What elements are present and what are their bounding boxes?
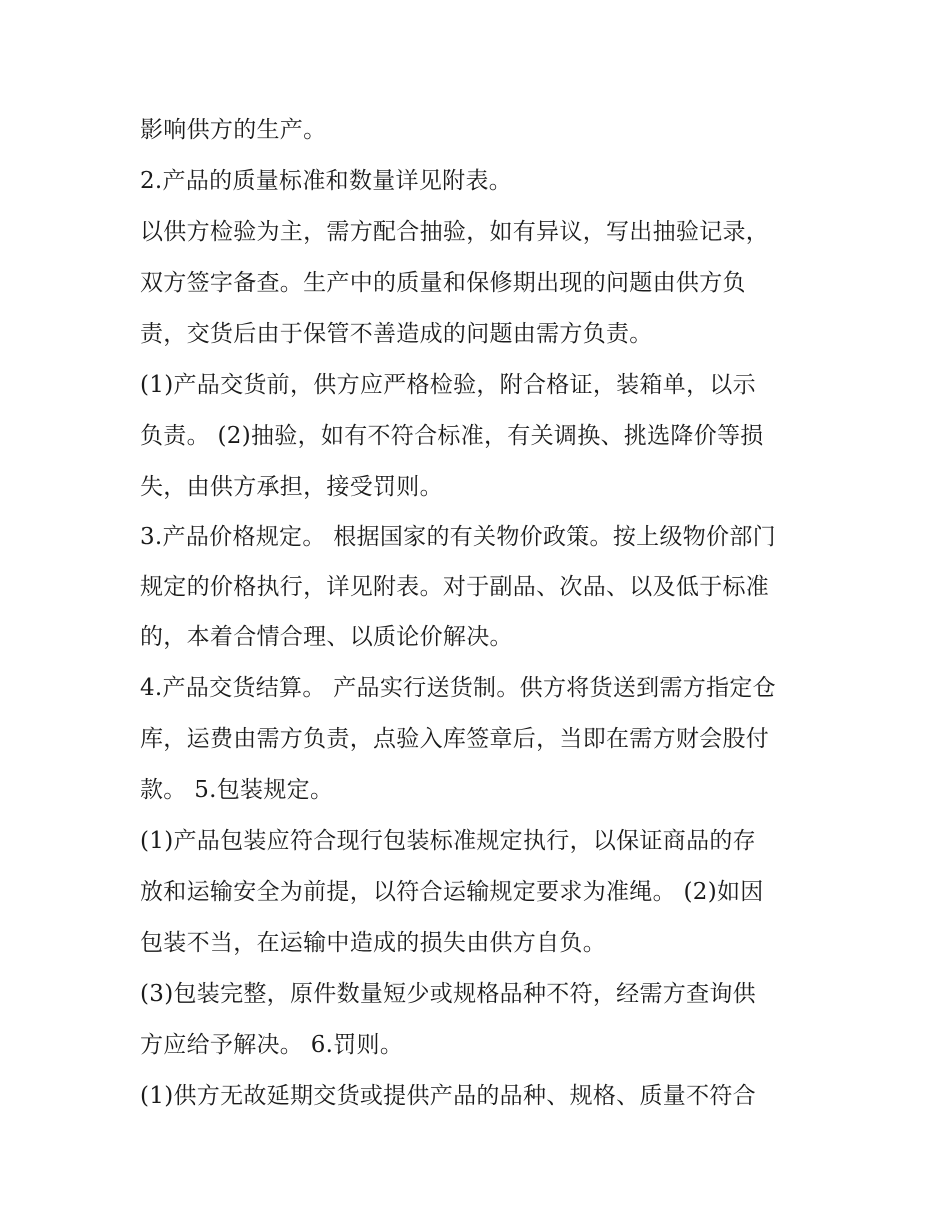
text-line: 负责。 (2)抽验，如有不符合标准，有关调换、挑选降价等损 bbox=[140, 423, 764, 449]
text-line: 包装不当，在运输中造成的损失由供方自负。 bbox=[140, 930, 606, 956]
text-line: 4.产品交货结算。 产品实行送货制。供方将货送到需方指定仓 bbox=[140, 675, 776, 701]
text-line: (1)产品交货前，供方应严格检验，附合格证，装箱单，以示 bbox=[140, 372, 756, 398]
text-line: 放和运输安全为前提，以符合运输规定要求为准绳。 (2)如因 bbox=[140, 879, 764, 905]
text-line: (1)产品包装应符合现行包装标准规定执行，以保证商品的存 bbox=[140, 828, 756, 854]
text-line: 以供方检验为主，需方配合抽验，如有异议，写出抽验记录， bbox=[140, 219, 770, 245]
text-line: 方应给予解决。 6.罚则。 bbox=[140, 1032, 404, 1058]
text-line: 库，运费由需方负责，点验入库签章后，当即在需方财会股付 bbox=[140, 726, 770, 752]
text-line: 影响供方的生产。 bbox=[140, 117, 327, 143]
text-line: 责，交货后由于保管不善造成的问题由需方负责。 bbox=[140, 321, 653, 347]
text-line: 的，本着合情合理、以质论价解决。 bbox=[140, 624, 513, 650]
text-line: 3.产品价格规定。 根据国家的有关物价政策。按上级物价部门 bbox=[140, 524, 776, 550]
text-line: (3)包装完整，原件数量短少或规格品种不符，经需方查询供 bbox=[140, 981, 756, 1007]
text-line: 2.产品的质量标准和数量详见附表。 bbox=[140, 168, 513, 194]
text-line: 失，由供方承担，接受罚则。 bbox=[140, 474, 443, 500]
text-line: 双方签字备查。生产中的质量和保修期出现的问题由供方负 bbox=[140, 270, 746, 296]
text-line: 款。 5.包装规定。 bbox=[140, 777, 334, 803]
text-line: 规定的价格执行，详见附表。对于副品、次品、以及低于标准 bbox=[140, 574, 770, 600]
text-line: (1)供方无故延期交货或提供产品的品种、规格、质量不符合 bbox=[140, 1083, 756, 1109]
